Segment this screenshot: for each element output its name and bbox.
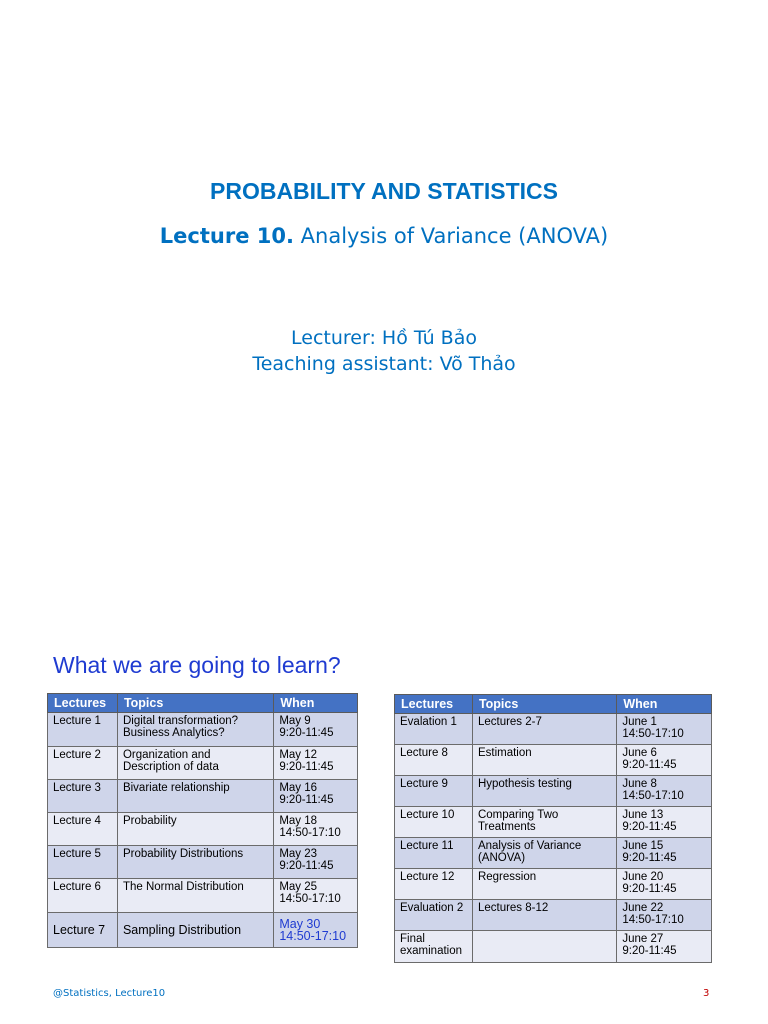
row-topic: Analysis of Variance (ANOVA) xyxy=(472,838,616,869)
table-row xyxy=(395,869,712,900)
assistant-name: Teaching assistant: Võ Thảo xyxy=(252,353,516,375)
row-when: May 25 14:50-17:10 xyxy=(274,879,358,913)
row-lecture: Lecture 4 xyxy=(48,813,118,846)
table-row xyxy=(395,745,712,776)
row-lecture: Lecture 6 xyxy=(48,879,118,913)
table-row xyxy=(48,713,358,747)
row-lecture: Lecture 12 xyxy=(395,869,473,900)
footer-label: @Statistics, Lecture10 xyxy=(53,988,166,999)
row-lecture: Lecture 9 xyxy=(395,776,473,807)
row-topic: Estimation xyxy=(472,745,616,776)
row-when: May 12 9:20-11:45 xyxy=(274,747,358,780)
row-when: May 30 14:50-17:10 xyxy=(274,913,358,948)
table-header-row xyxy=(48,694,358,713)
row-when: June 1 14:50-17:10 xyxy=(617,714,712,745)
row-when: June 15 9:20-11:45 xyxy=(617,838,712,869)
header-when: When xyxy=(617,695,712,714)
table-row xyxy=(48,846,358,879)
row-topic: Comparing Two Treatments xyxy=(472,807,616,838)
table-row xyxy=(395,931,712,963)
row-when: June 13 9:20-11:45 xyxy=(617,807,712,838)
row-topic: Digital transformation? Business Analytics? xyxy=(117,713,273,747)
table-row xyxy=(395,838,712,869)
row-when: May 16 9:20-11:45 xyxy=(274,780,358,813)
slide-subtitle xyxy=(0,224,768,248)
row-lecture: Evalation 1 xyxy=(395,714,473,745)
row-topic: Probability Distributions xyxy=(117,846,273,879)
row-when: June 27 9:20-11:45 xyxy=(617,931,712,963)
row-topic: Regression xyxy=(472,869,616,900)
row-lecture: Lecture 11 xyxy=(395,838,473,869)
row-topic: Bivariate relationship xyxy=(117,780,273,813)
table-row xyxy=(48,879,358,913)
page-number: 3 xyxy=(703,988,710,999)
table-row xyxy=(395,714,712,745)
row-topic: Lectures 2-7 xyxy=(472,714,616,745)
table-row xyxy=(395,776,712,807)
row-when: June 22 14:50-17:10 xyxy=(617,900,712,931)
header-lectures: Lectures xyxy=(48,694,118,713)
table-row xyxy=(395,807,712,838)
table-row xyxy=(48,813,358,846)
row-topic: Lectures 8-12 xyxy=(472,900,616,931)
row-lecture: Lecture 1 xyxy=(48,713,118,747)
row-lecture: Lecture 2 xyxy=(48,747,118,780)
row-lecture: Lecture 3 xyxy=(48,780,118,813)
slide-title: PROBABILITY AND STATISTICS xyxy=(210,178,558,204)
table-row xyxy=(48,747,358,780)
table-row xyxy=(48,780,358,813)
row-lecture: Evaluation 2 xyxy=(395,900,473,931)
row-when: May 9 9:20-11:45 xyxy=(274,713,358,747)
lecture-number: Lecture 10. xyxy=(159,224,294,248)
table-row xyxy=(395,900,712,931)
row-topic: The Normal Distribution xyxy=(117,879,273,913)
row-topic: Organization and Description of data xyxy=(117,747,273,780)
row-topic: Hypothesis testing xyxy=(472,776,616,807)
lecturer-name: Lecturer: Hồ Tú Bảo xyxy=(291,327,477,349)
row-lecture: Lecture 7 xyxy=(48,913,118,948)
row-topic: Probability xyxy=(117,813,273,846)
row-lecture: Lecture 8 xyxy=(395,745,473,776)
header-topics: Topics xyxy=(472,695,616,714)
header-when: When xyxy=(274,694,358,713)
row-when: May 23 9:20-11:45 xyxy=(274,846,358,879)
section-heading: What we are going to learn? xyxy=(53,652,341,678)
row-when: June 20 9:20-11:45 xyxy=(617,869,712,900)
lecture-topic: Analysis of Variance (ANOVA) xyxy=(300,224,609,248)
header-lectures: Lectures xyxy=(395,695,473,714)
row-when: May 18 14:50-17:10 xyxy=(274,813,358,846)
row-lecture: Lecture 10 xyxy=(395,807,473,838)
header-topics: Topics xyxy=(117,694,273,713)
row-topic: Sampling Distribution xyxy=(117,913,273,948)
staff-block xyxy=(0,325,768,377)
table-header-row xyxy=(395,695,712,714)
row-lecture: Lecture 5 xyxy=(48,846,118,879)
schedule-table-2 xyxy=(394,694,712,963)
row-when: June 8 14:50-17:10 xyxy=(617,776,712,807)
table-row xyxy=(48,913,358,948)
row-when: June 6 9:20-11:45 xyxy=(617,745,712,776)
row-lecture: Final examination xyxy=(395,931,473,963)
row-topic xyxy=(472,931,616,963)
schedule-table-1 xyxy=(47,693,358,948)
